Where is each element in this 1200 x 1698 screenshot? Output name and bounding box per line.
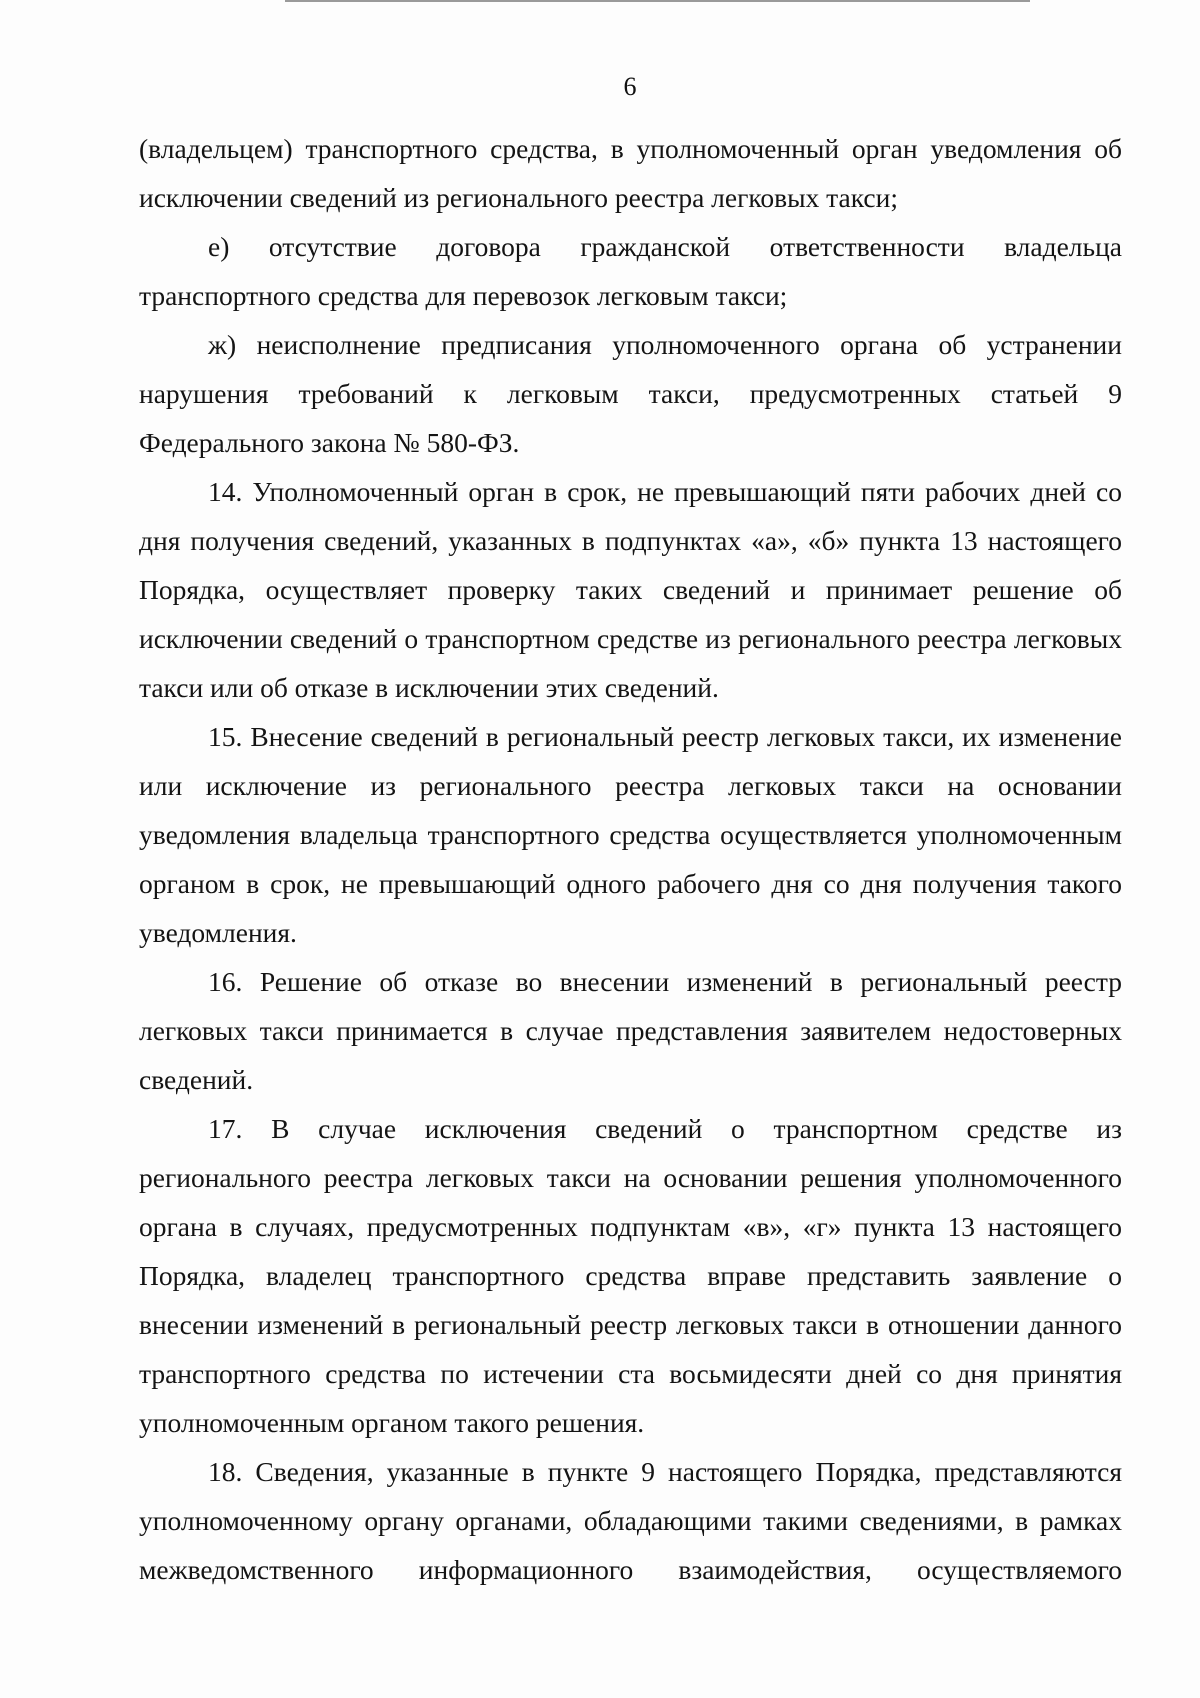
document-body <box>139 124 1122 1594</box>
paragraph-clause-14: 14. Уполномоченный орган в срок, не превышающий пяти рабочих дней со дня получения сведений, указанных в подпунктах «а», «б» пункта 13 настоящего Порядка, осуществляет проверку таких сведений и принимает решение об исключении сведений о транспортном средстве из регионального реестра легковых такси или об отказе в исключении этих сведений. <box>139 476 1122 703</box>
paragraph-clause-16: 16. Решение об отказе во внесении изменений в региональный реестр легковых такси принимается в случае представления заявителем недостоверных сведений. <box>139 966 1122 1095</box>
paragraph-item-e: е) отсутствие договора гражданской ответственности владельца транспортного средства для перевозок легковым такси; <box>139 231 1122 311</box>
paragraph-clause-18: 18. Сведения, указанные в пункте 9 настоящего Порядка, представляются уполномоченному органу органами, обладающими такими сведениями, в рамках межведомственного информационного взаимодействия, осуществляемого <box>139 1456 1122 1585</box>
page-number: 6 <box>623 72 637 101</box>
paragraph-continuation-item-d: (владельцем) транспортного средства, в уполномоченный орган уведомления об исключении сведений из регионального реестра легковых такси; <box>139 133 1122 213</box>
paragraph-item-zh: ж) неисполнение предписания уполномоченного органа об устранении нарушения требований к легковым такси, предусмотренных статьей 9 Федерального закона № 580-ФЗ. <box>139 329 1122 458</box>
paragraph-clause-17: 17. В случае исключения сведений о транспортном средстве из регионального реестра легковых такси на основании решения уполномоченного органа в случаях, предусмотренных подпунктам «в», «г» пункта 13 настоящего Порядка, владелец транспортного средства вправе представить заявление о внесении изменений в региональный реестр легковых такси в отношении данного транспортного средства по истечении ста восьмидесяти дней со дня принятия уполномоченным органом такого решения. <box>139 1113 1122 1438</box>
paragraph-clause-15: 15. Внесение сведений в региональный реестр легковых такси, их изменение или исключение из регионального реестра легковых такси на основании уведомления владельца транспортного средства осуществляется уполномоченным органом в срок, не превышающий одного рабочего дня со дня получения такого уведомления. <box>139 721 1122 948</box>
page-top-edge-rule <box>285 0 1030 5</box>
